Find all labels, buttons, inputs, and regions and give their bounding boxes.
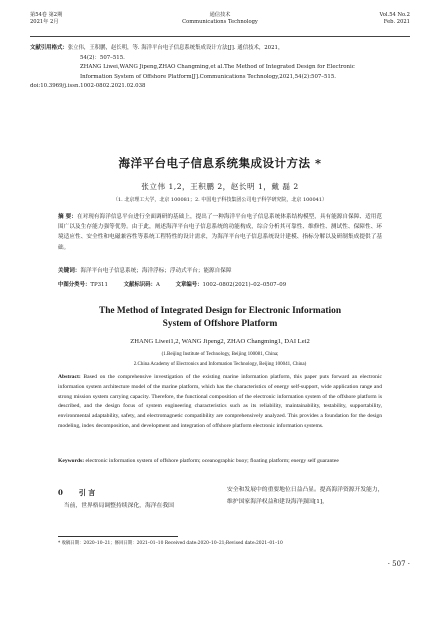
keywords-en-label: Keywords: [58,458,85,464]
title-en [0,305,440,331]
section-heading [58,488,95,498]
page-header [30,6,410,37]
affiliation-en-1: (1.Beijing Institute of Technology, Beijing 100081, China; [161,352,279,357]
title-cn: 海洋平台电子信息系统集成设计方法 * [118,156,322,170]
footnote-rule [58,536,178,537]
section-number: 0 [58,488,63,497]
authors-cn: 张立伟 1,2，王积鹏 2，赵长明 1，戴 磊 2 [141,182,299,191]
header-volume-en: Vol.54 No.2 [379,12,410,18]
keywords-cn [58,266,382,274]
journal-name-en: Communications Technology [182,19,258,25]
abstract-en [58,373,382,432]
authors-en: ZHANG Liwei1,2, WANG Jipeng2, ZHAO Changming1, DAI Lei2 [130,338,310,345]
keywords-cn-label: 关键词： [58,268,81,274]
document-code-value: A [155,282,160,288]
title-en-line1: The Method of Integrated Design for Electronic Information [98,306,342,316]
header-date-en: Feb. 2021 [383,19,410,25]
article-number [176,282,287,288]
clc-code [58,282,108,288]
keywords-en-text: electronic information system of offshore platform; oceanographic buoy; floating platform; energy self guarantee [85,458,339,464]
abstract-en-text: Based on the comprehensive investigation of the existing marine information platform, this paper puts forward an electronic information system architecture model of the marine platform, which has the characteristics of energy self-support, wide application range and strong mission system carrying capacity. Therefore, the functional composition of the electronic information system of the offshore platform is described, and the design focus of system engineering characteristics such as its reliability, maintainability, testability, supportability, environmental adaptability, safety, and electromagnetic compatibility are comprehensively analyzed. This provides a foundation for the design modeling, index decomposition, and development and integration of offshore platform electronic information systems. [58,374,382,429]
citation-cn-line2: 54(2)：507–515. [80,54,125,61]
document-code-label: 文献标识码： [123,282,156,288]
article-number-label: 文章编号： [175,282,203,288]
abstract-cn-label: 摘 要： [58,214,77,220]
clc-label: 中图分类号： [58,282,91,288]
body-column-left: 当前，世界格局调整持续深化，海洋在我国 [63,503,174,509]
keywords-en [58,457,382,467]
abstract-cn-text: 在对现有海洋信息平台进行全面调研的基础上，提出了一种海洋平台电子信息系统体系结构模型，具有能源自保障、适用范围广以及生存能力强等优势。由于此，阐述海洋平台电子信息系统的功能构成，综合分析其可靠性、维修性、测试性、保障性、环境适应性、安全性和电磁兼容性等系统工程特性的设计需求，为海洋平台电子信息系统设计建模、指标分解以及研制集成提供了基础。 [58,214,382,251]
article-number-value: 1002–0802(2021)–02–0507–09 [202,282,287,288]
header-date-cn: 2021年 2月 [30,19,59,25]
journal-name-cn: 通信技术 [209,12,231,18]
affiliation-en-2: 2.China Academy of Electronics and Information Technology, Beijing 100041, China) [133,362,307,367]
citation-block [30,44,410,92]
footnote: * 收稿日期：2020–10–21；修回日期：2021–01–10 Received date:2020–10–21;Revised date:2021–01–10 [58,541,283,546]
citation-en-line1: ZHANG Liwei,WANG Jipeng,ZHAO Changming,et al.The Method of Integrated Design for Electronic [80,64,355,71]
affiliation-en [0,350,440,370]
affiliation-cn: （1. 北京理工大学，北京 100081；2. 中国电子科技集团公司电子科学研究院，北京 100041） [112,197,328,203]
document-code [124,282,160,288]
body-column-right: 安全和发展中的重要地位日益凸显。提高海洋资源开发能力，维护国家海洋权益和建设海洋强国[1]， [227,487,384,505]
abstract-en-label: Abstract: [58,374,81,380]
keywords-cn-text: 海洋平台电子信息系统；海洋浮标；浮动式平台；能源自保障 [80,268,232,274]
header-volume-cn: 第54卷 第2期 [30,12,63,18]
citation-doi: doi:10.3969/j.issn.1002-0802.2021.02.038 [30,83,146,90]
classification-cn [58,280,382,288]
abstract-cn [58,212,382,253]
citation-en-line2: Information System of Offshore Platform[J].Communications Technology,2021,54(2):507–515. [80,73,337,80]
header-right [380,12,410,26]
clc-value: TP311 [90,282,108,288]
citation-cn-line1: 张立伟，王积鹏，赵长明，等. 海洋平台电子信息系统集成设计方法[J]. 通信技术，2021， [67,45,284,51]
title-en-line2: System of Offshore Platform [162,319,278,329]
header-center [30,12,410,26]
citation-label: 文献引用格式： [30,45,68,51]
page-number: · 507 · [387,560,410,568]
section-title: 引 言 [78,488,96,497]
